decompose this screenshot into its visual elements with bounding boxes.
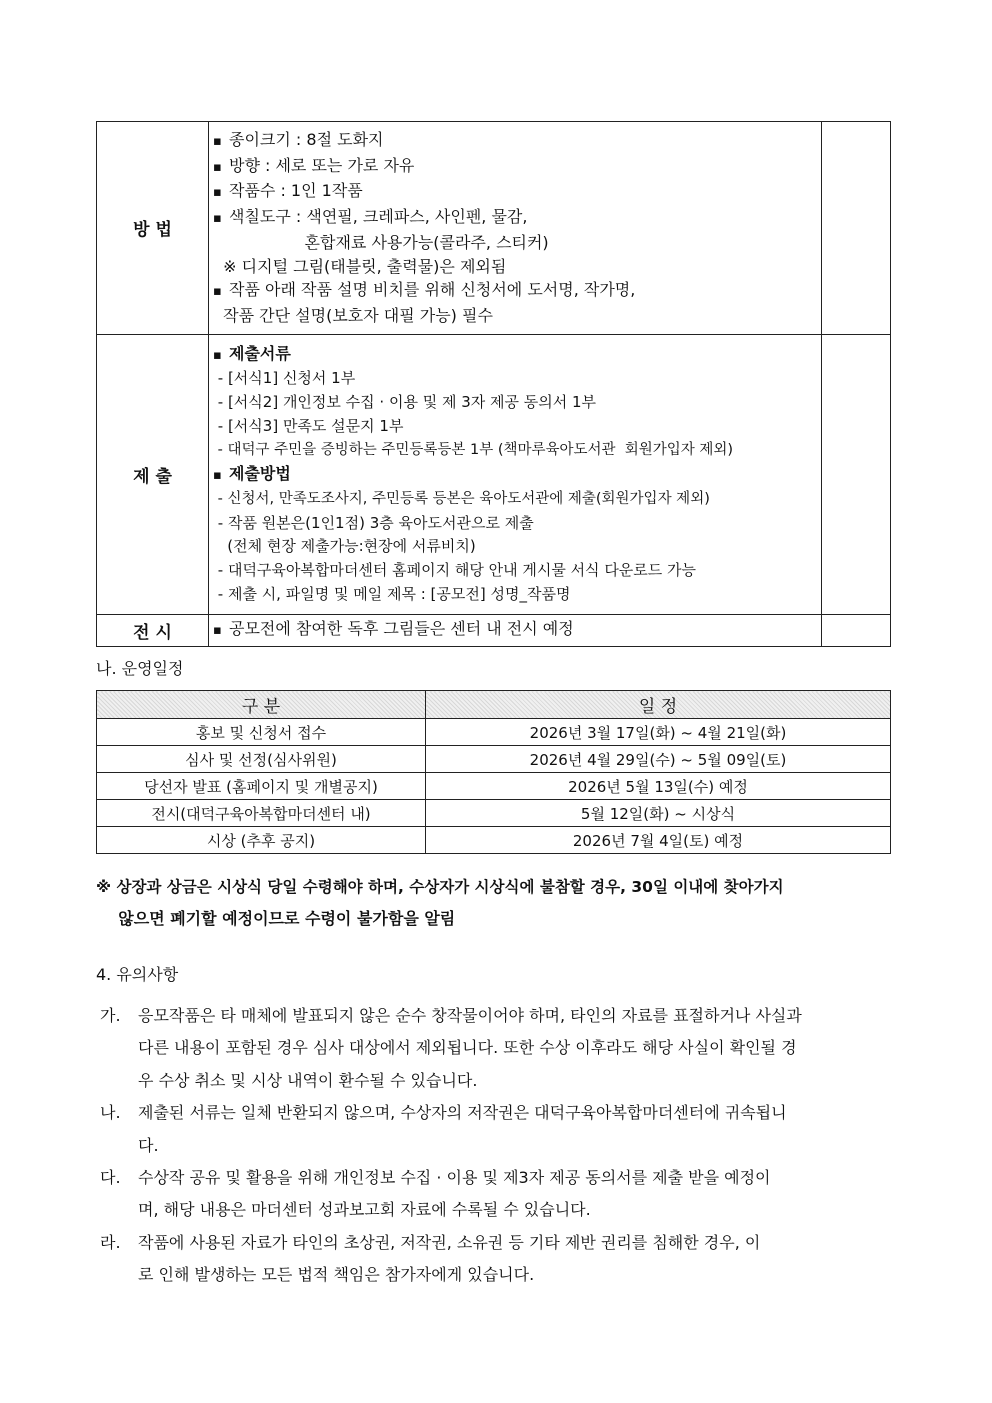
- submission-line: - 작품 원본은(1인1점) 3층 육아도서관으로 제출: [213, 513, 534, 532]
- blank-cell: [822, 122, 891, 335]
- schedule-category: 시상 (추후 공지): [97, 827, 426, 854]
- table-row: [97, 746, 891, 773]
- bullet-icon: [213, 278, 229, 304]
- submission-row: [97, 334, 891, 614]
- blank-cell: [822, 614, 891, 646]
- blank-cell: [822, 334, 891, 614]
- item-marker: 다.: [100, 1168, 121, 1188]
- schedule-category: 심사 및 선정(심사위원): [97, 746, 426, 773]
- submission-line: - 대덕구 주민을 증빙하는 주민등록등본 1부 (책마루육아도서관 회원가입자 제외): [213, 441, 734, 458]
- schedule-heading: 나. 운영일정: [96, 659, 184, 678]
- submission-line: - [서식3] 만족도 설문지 1부: [213, 416, 404, 435]
- precautions-list: [96, 1000, 906, 1292]
- item-line: 우 수상 취소 및 시상 내역이 환수될 수 있습니다.: [138, 1070, 478, 1090]
- bullet-icon: [213, 342, 229, 368]
- submission-line: - 대덕구육아복합마더센터 홈페이지 해당 안내 게시물 서식 다운로드 가능: [213, 561, 697, 580]
- item-line: 며, 해당 내용은 마더센터 성과보고회 자료에 수록될 수 있습니다.: [138, 1200, 591, 1220]
- table-row: [97, 773, 891, 800]
- method-line: ▪ 색칠도구 : 색연필, 크레파스, 사인펜, 물감,: [213, 205, 817, 231]
- table-row: [97, 827, 891, 854]
- list-item: [96, 1162, 906, 1227]
- submission-line: ▪ 제출방법: [213, 462, 817, 488]
- list-item: [96, 1000, 906, 1097]
- method-line: 작품 간단 설명(보호자 대필 가능) 필수: [213, 305, 493, 325]
- schedule-category: 전시(대덕구육아복합마더센터 내): [97, 800, 426, 827]
- schedule-header-date: 일 정: [426, 691, 891, 719]
- exhibition-line: ▪ 공모전에 참여한 독후 그림들은 센터 내 전시 예정: [213, 617, 817, 643]
- bullet-icon: [213, 205, 229, 231]
- bullet-icon: [213, 617, 229, 643]
- item-line: 수상작 공유 및 활용을 위해 개인정보 수집 · 이용 및 제3자 제공 동의서를 제출 받을 예정이: [138, 1168, 771, 1188]
- item-line: 응모작품은 타 매체에 발표되지 않은 순수 창작물이어야 하며, 타인의 자료를 표절하거나 사실과: [138, 1006, 802, 1025]
- method-line: ▪ 작품 아래 작품 설명 비치를 위해 신청서에 도서명, 작가명,: [213, 278, 817, 304]
- exhibition-label: 전 시: [97, 614, 209, 646]
- submission-line: - 제출 시, 파일명 및 메일 제목 : [공모전] 성명_작품명: [213, 584, 571, 603]
- bullet-icon: [213, 179, 229, 205]
- method-line: ▪ 방향 : 세로 또는 가로 자유: [213, 154, 817, 180]
- submission-line: ▪ 제출서류: [213, 342, 817, 368]
- notice-line: 않으면 폐기할 예정이므로 수령이 불가함을 알림: [96, 909, 456, 928]
- exhibition-content: [209, 614, 822, 646]
- table-row: [97, 800, 891, 827]
- table-row: [97, 719, 891, 746]
- schedule-date: 2026년 5월 13일(수) 예정: [426, 773, 891, 800]
- item-line: 작품에 사용된 자료가 타인의 초상권, 저작권, 소유권 등 기타 제반 권리를 침해한 경우, 이: [138, 1232, 761, 1252]
- submission-label: 제 출: [97, 334, 209, 614]
- schedule-date: 2026년 7월 4일(토) 예정: [426, 827, 891, 854]
- submission-content: [209, 334, 822, 614]
- submission-line: (전체 현장 제출가능:현장에 서류비치): [213, 537, 476, 556]
- method-line: ▪ 종이크기 : 8절 도화지: [213, 128, 817, 154]
- bullet-icon: [213, 462, 229, 488]
- bullet-icon: [213, 128, 229, 154]
- item-line: 로 인해 발생하는 모든 법적 책임은 참가자에게 있습니다.: [138, 1265, 535, 1285]
- schedule-date: 5월 12일(화) ~ 시상식: [426, 800, 891, 827]
- method-content: [209, 122, 822, 335]
- list-item: [96, 1227, 906, 1292]
- schedule-header-category: 구 분: [97, 691, 426, 719]
- schedule-date: 2026년 3월 17일(화) ~ 4월 21일(화): [426, 719, 891, 746]
- method-line: ▪ 작품수 : 1인 1작품: [213, 179, 817, 205]
- item-marker: 가.: [100, 1006, 121, 1025]
- item-line: 다.: [138, 1135, 159, 1155]
- schedule-table: [96, 690, 891, 854]
- award-notice: [96, 872, 906, 934]
- method-label: 방 법: [97, 122, 209, 335]
- requirements-table: [96, 121, 891, 647]
- item-line: 다른 내용이 포함된 경우 심사 대상에서 제외됩니다. 또한 수상 이후라도 해당 사실이 확인될 경: [138, 1038, 797, 1058]
- item-line: 제출된 서류는 일체 반환되지 않으며, 수상자의 저작권은 대덕구육아복합마더센터에 귀속됩니: [138, 1103, 787, 1123]
- item-marker: 라.: [100, 1232, 121, 1252]
- submission-line: - [서식2] 개인정보 수집 · 이용 및 제 3자 제공 동의서 1부: [213, 393, 597, 412]
- submission-line: - [서식1] 신청서 1부: [213, 369, 356, 388]
- schedule-header-row: [97, 691, 891, 719]
- method-line: 혼합재료 사용가능(콜라주, 스티커): [213, 232, 549, 252]
- method-row: [97, 122, 891, 335]
- submission-line: - 신청서, 만족도조사지, 주민등록 등본은 육아도서관에 제출(회원가입자 제외): [213, 490, 710, 507]
- bullet-icon: [213, 154, 229, 180]
- notice-line: ※ 상장과 상금은 시상식 당일 수령해야 하며, 수상자가 시상식에 불참할 경우, 30일 이내에 찾아가지: [96, 878, 784, 896]
- item-marker: 나.: [100, 1103, 121, 1123]
- exhibition-row: [97, 614, 891, 646]
- precautions-heading: 4. 유의사항: [96, 965, 179, 984]
- schedule-category: 당선자 발표 (홈페이지 및 개별공지): [97, 773, 426, 800]
- list-item: [96, 1097, 906, 1162]
- schedule-category: 홍보 및 신청서 접수: [97, 719, 426, 746]
- method-line: ※ 디지털 그림(태블릿, 출력물)은 제외됨: [213, 256, 507, 276]
- schedule-date: 2026년 4월 29일(수) ~ 5월 09일(토): [426, 746, 891, 773]
